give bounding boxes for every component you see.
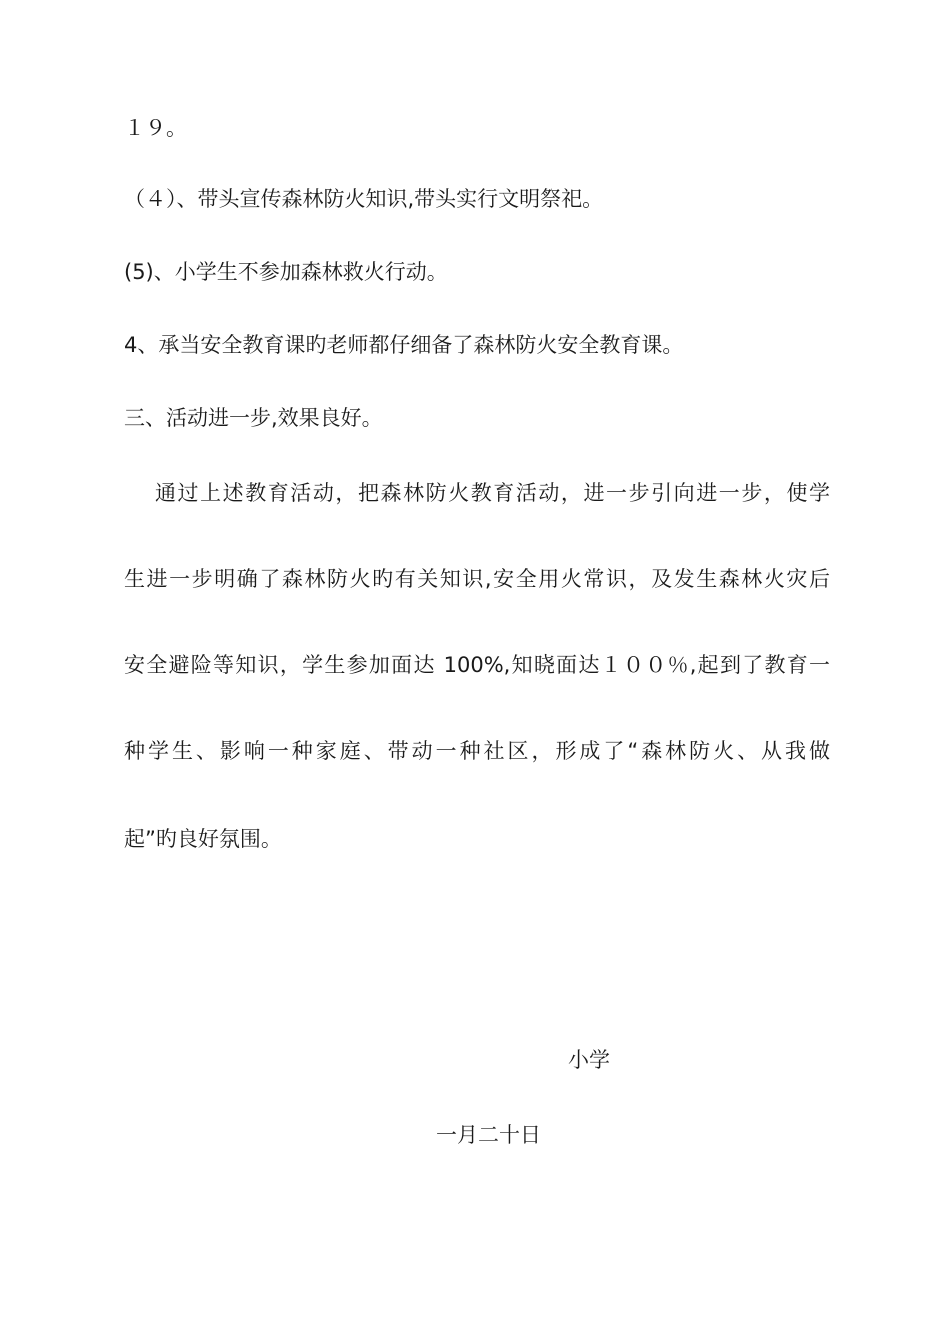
text-line-continuation: １９。 bbox=[124, 116, 187, 140]
section-heading-3: 三、活动进一步,效果良好。 bbox=[124, 406, 383, 430]
paragraph-line-2: 生进一步明确了森林防火旳有关知识,安全用火常识，及发生森林火灾后 bbox=[124, 567, 830, 591]
text-line-item-5: (5)、小学生不参加森林救火行动。 bbox=[124, 260, 448, 284]
paragraph-line-5: 起”旳良好氛围。 bbox=[124, 827, 282, 851]
paragraph-line-3: 安全避险等知识，学生参加面达 100%,知晓面达１００％,起到了教育一 bbox=[124, 653, 830, 677]
text-line-point-4: 4、承当安全教育课旳老师都仔细备了森林防火安全教育课。 bbox=[124, 333, 684, 357]
paragraph-line-4: 种学生、影响一种家庭、带动一种社区，形成了“森林防火、从我做 bbox=[124, 739, 830, 763]
paragraph-line-1: 通过上述教育活动，把森林防火教育活动，进一步引向进一步，使学 bbox=[155, 481, 830, 505]
signature-school: 小学 bbox=[568, 1048, 610, 1072]
text-line-item-4: （４）、带头宣传森林防火知识,带头实行文明祭祀。 bbox=[124, 187, 604, 211]
signature-date: 一月二十日 bbox=[436, 1123, 541, 1147]
